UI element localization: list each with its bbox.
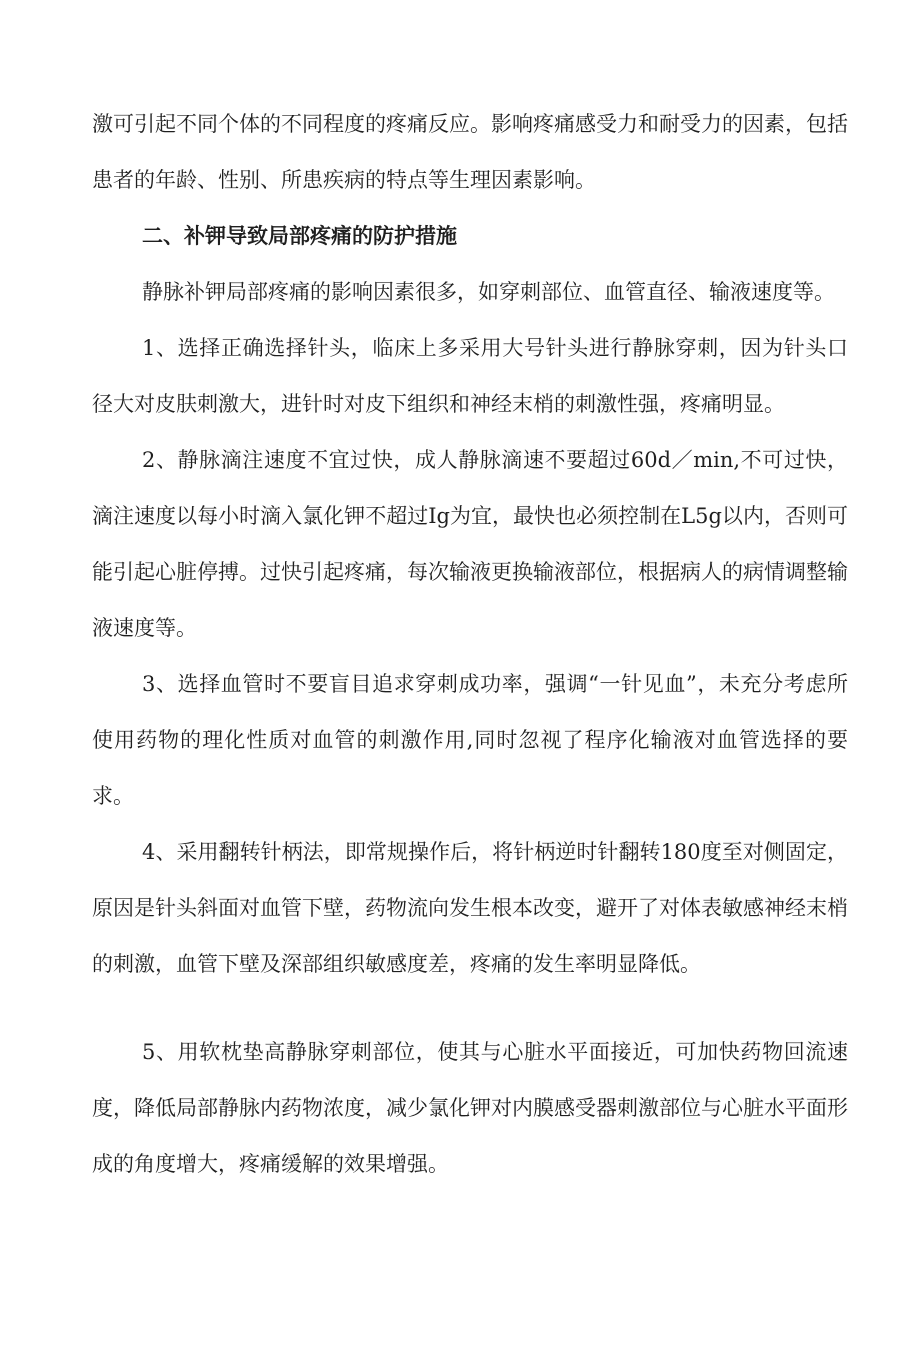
paragraph-item-5: 5、用软枕垫高静脉穿刺部位，使其与心脏水平面接近，可加快药物回流速度，降低局部静脉内药物浓度，减少氯化钾对内膜感受器刺激部位与心脏水平面形成的角度增大，疼痛缓解的效果增强。 [92,1040,848,1176]
paragraph-item-1: 1、选择正确选择针头，临床上多采用大号针头进行静脉穿刺，因为针头口径大对皮肤刺激大，进针时对皮下组织和神经末梢的刺激性强，疼痛明显。 [92,336,848,416]
section-heading: 二、补钾导致局部疼痛的防护措施 [142,224,457,248]
paragraph-item-3: 3、选择血管时不要盲目追求穿刺成功率，强调“一针见血”，未充分考虑所使用药物的理化性质对血管的刺激作用,同时忽视了程序化输液对血管选择的要求。 [92,672,848,808]
paragraph-intro: 静脉补钾局部疼痛的影响因素很多，如穿刺部位、血管直径、输液速度等。 [142,280,835,304]
paragraph-item-2: 2、静脉滴注速度不宜过快，成人静脉滴速不要超过60d／min,不可过快，滴注速度以每小时滴入氯化钾不超过Ig为宜，最快也必须控制在L5g以内，否则可能引起心脏停搏。过快引起疼痛，每次输液更换输液部位，根据病人的病情调整输液速度等。 [92,448,848,640]
paragraph-item-4: 4、采用翻转针柄法，即常规操作后，将针柄逆时针翻转180度至对侧固定，原因是针头斜面对血管下壁，药物流向发生根本改变，避开了对体表敏感神经末梢的刺激，血管下壁及深部组织敏感度差，疼痛的发生率明显降低。 [92,840,848,976]
paragraph-continuation: 激可引起不同个体的不同程度的疼痛反应。影响疼痛感受力和耐受力的因素，包括患者的年龄、性别、所患疾病的特点等生理因素影响。 [92,112,848,192]
